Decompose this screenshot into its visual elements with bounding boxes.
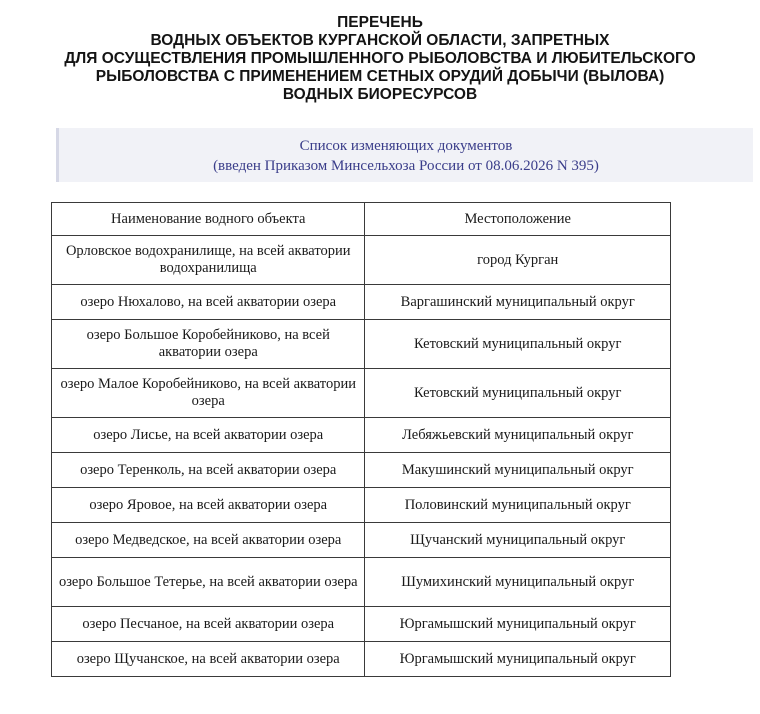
table-row [52,558,671,607]
table-row [52,523,671,558]
cell-location: Щучанский муниципальный округ [365,523,671,558]
cell-location: Половинский муниципальный округ [365,488,671,523]
title-line: ВОДНЫХ БИОРЕСУРСОВ [282,86,478,103]
cell-location: Кетовский муниципальный округ [365,320,671,369]
changing-documents-title: Список изменяющих документов [299,138,513,154]
document-title [0,14,760,104]
cell-object-name: озеро Щучанское, на всей акватории озера [52,642,365,677]
water-objects-table [51,202,671,677]
header-name: Наименование водного объекта [52,203,365,236]
table-row [52,642,671,677]
cell-object-name: озеро Теренколь, на всей акватории озера [52,453,365,488]
table-row [52,236,671,285]
cell-location: Лебяжьевский муниципальный округ [365,418,671,453]
cell-location: Шумихинский муниципальный округ [365,558,671,607]
table-row [52,369,671,418]
cell-object-name: озеро Песчаное, на всей акватории озера [52,607,365,642]
title-line: ПЕРЕЧЕНЬ [337,14,423,31]
cell-location: Кетовский муниципальный округ [365,369,671,418]
cell-object-name: озеро Малое Коробейниково, на всей акватории озера [52,369,365,418]
cell-object-name: озеро Яровое, на всей акватории озера [52,488,365,523]
table-header-row [52,203,671,236]
table-row [52,320,671,369]
table-row [52,418,671,453]
cell-object-name: Орловское водохранилище, на всей акватории водохранилища [52,236,365,285]
changing-documents-box [56,128,753,182]
title-line: ДЛЯ ОСУЩЕСТВЛЕНИЯ ПРОМЫШЛЕННОГО РЫБОЛОВСТВА И ЛЮБИТЕЛЬСКОГО [64,50,696,67]
cell-object-name: озеро Лисье, на всей акватории озера [52,418,365,453]
title-line: РЫБОЛОВСТВА С ПРИМЕНЕНИЕМ СЕТНЫХ ОРУДИЙ ДОБЫЧИ (ВЫЛОВА) [95,68,665,85]
cell-object-name: озеро Нюхалово, на всей акватории озера [52,285,365,320]
table-row [52,607,671,642]
title-line: ВОДНЫХ ОБЪЕКТОВ КУРГАНСКОЙ ОБЛАСТИ, ЗАПРЕТНЫХ [150,32,610,49]
cell-location: Юргамышский муниципальный округ [365,607,671,642]
header-location: Местоположение [365,203,671,236]
cell-object-name: озеро Большое Коробейниково, на всей акватории озера [52,320,365,369]
cell-object-name: озеро Большое Тетерье, на всей акватории озера [52,558,365,607]
cell-location: Макушинский муниципальный округ [365,453,671,488]
table-row [52,285,671,320]
table-row [52,453,671,488]
cell-location: Варгашинский муниципальный округ [365,285,671,320]
changing-documents-note: (введен Приказом Минсельхоза России от 08.06.2026 N 395) [213,158,599,174]
table-row [52,488,671,523]
cell-object-name: озеро Медведское, на всей акватории озера [52,523,365,558]
cell-location: Юргамышский муниципальный округ [365,642,671,677]
cell-location: город Курган [365,236,671,285]
